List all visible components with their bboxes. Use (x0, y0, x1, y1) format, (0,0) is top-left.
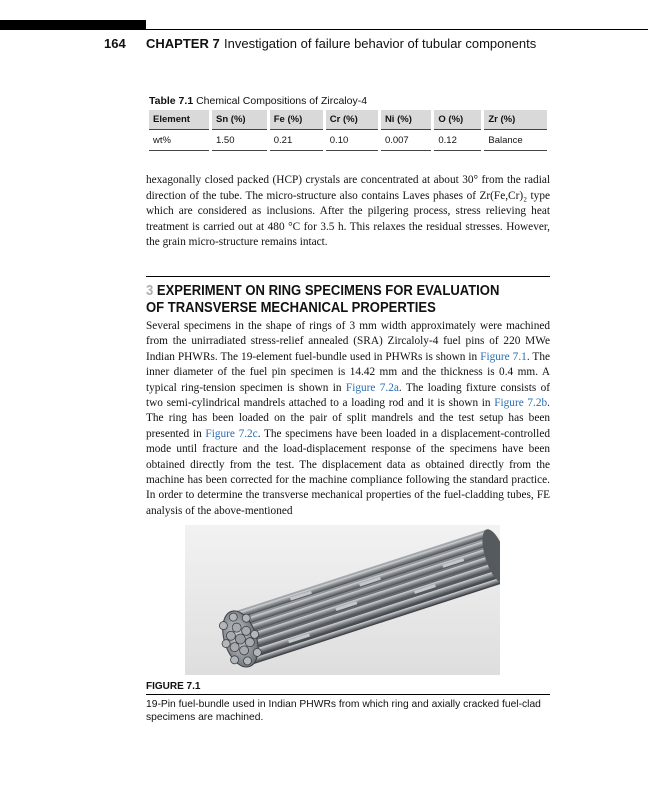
figure-7-2a-link[interactable]: Figure 7.2a (345, 381, 399, 394)
body-paragraph-1: hexagonally closed packed (HCP) crystals are concentrated at about 30° from the radial direction of the tube. The micro-structure also contains Laves phases of Zr(Fe,Cr)₂ type which are considered as inclusions. After the pilgering process, stress relieving heat treatment is carried out at 480 °C for 3.5 h. This relaxes the residual stresses. However, the grain micro-structure remains intact. (146, 174, 550, 248)
fuel-bundle-figure (185, 525, 500, 675)
paragraph-text: . The specimens have been loaded in a displacement-controlled mode until fracture and the load-displacement response of the specimens have been obtained directly from the test. The displacement data as obtained directly from the machine has been corrected for the machine compliance following the standard practice. In order to determine the transverse mechanical properties of the fuel-cladding tubes, FE analysis of the above-mentioned (146, 427, 550, 517)
paragraph-text: . The inner diameter of the fuel pin specimen is 14.42 mm and the thickness is 0.4 mm. A typical ring-tension specimen is shown in (146, 350, 550, 394)
table-caption (149, 95, 367, 107)
paragraph-text: Several specimens in the shape of rings of 3 mm width approximately were machined from the unirradiated stress-relief annealed (SRA) Zircaloly-4 fuel pins of 220 MWe Indian PHWRs. The 19-element fuel-bundle used in PHWRs is shown in (146, 320, 550, 363)
fuel-bundle-image (185, 525, 500, 675)
header-rule (146, 29, 648, 30)
section-heading (146, 283, 510, 317)
table-cell: 0.21 (270, 130, 323, 151)
table-header-cell: Sn (%) (212, 110, 267, 130)
paragraph-text: . The ring has been loaded on the pair of split mandrels and the test setup has been presented in (146, 397, 550, 440)
paragraph-text: . The loading fixture consists of two semi-cylindrical mandrels attached to a loading rod and it is shown in (146, 381, 550, 410)
table-header-cell: O (%) (434, 110, 481, 130)
chapter-title: Investigation of failure behavior of tubular components (224, 36, 537, 51)
figure-7-1-link[interactable]: Figure 7.1 (480, 350, 527, 363)
page-number: 164 (104, 36, 126, 51)
section-number: 3 (146, 283, 154, 299)
table-header-cell: Ni (%) (381, 110, 431, 130)
chapter-label: CHAPTER 7 (146, 36, 220, 51)
table-header-cell: Zr (%) (484, 110, 547, 130)
figure-rule (146, 694, 550, 695)
body-paragraph-2 (146, 319, 550, 519)
table-header-row (149, 110, 547, 130)
section-rule (146, 276, 550, 277)
table-cell: wt% (149, 130, 209, 151)
table-label: Table 7.1 (149, 95, 194, 107)
table-cell: Balance (484, 130, 547, 151)
figure-label: FIGURE 7.1 (146, 681, 201, 692)
figure-7-2b-link[interactable]: Figure 7.2b (494, 397, 548, 410)
table-title: Chemical Compositions of Zircaloy-4 (196, 95, 368, 107)
figure-7-2c-link[interactable]: Figure 7.2c (205, 427, 258, 440)
table-cell: 0.12 (434, 130, 481, 151)
table-cell: 1.50 (212, 130, 267, 151)
table-cell: 0.007 (381, 130, 431, 151)
figure-caption: 19-Pin fuel-bundle used in Indian PHWRs from which ring and axially cracked fuel-clad specimens are machined. (146, 699, 541, 723)
composition-table (146, 110, 550, 151)
section-title-line-1: EXPERIMENT ON RING SPECIMENS FOR EVALUATION (156, 283, 500, 299)
table-cell: 0.10 (326, 130, 378, 151)
table-header-cell: Fe (%) (270, 110, 323, 130)
table-header-cell: Cr (%) (326, 110, 378, 130)
section-title-line-2: OF TRANSVERSE MECHANICAL PROPERTIES (146, 300, 436, 316)
table-row (149, 130, 547, 151)
header-bar (0, 20, 146, 30)
table-header-cell: Element (149, 110, 209, 130)
